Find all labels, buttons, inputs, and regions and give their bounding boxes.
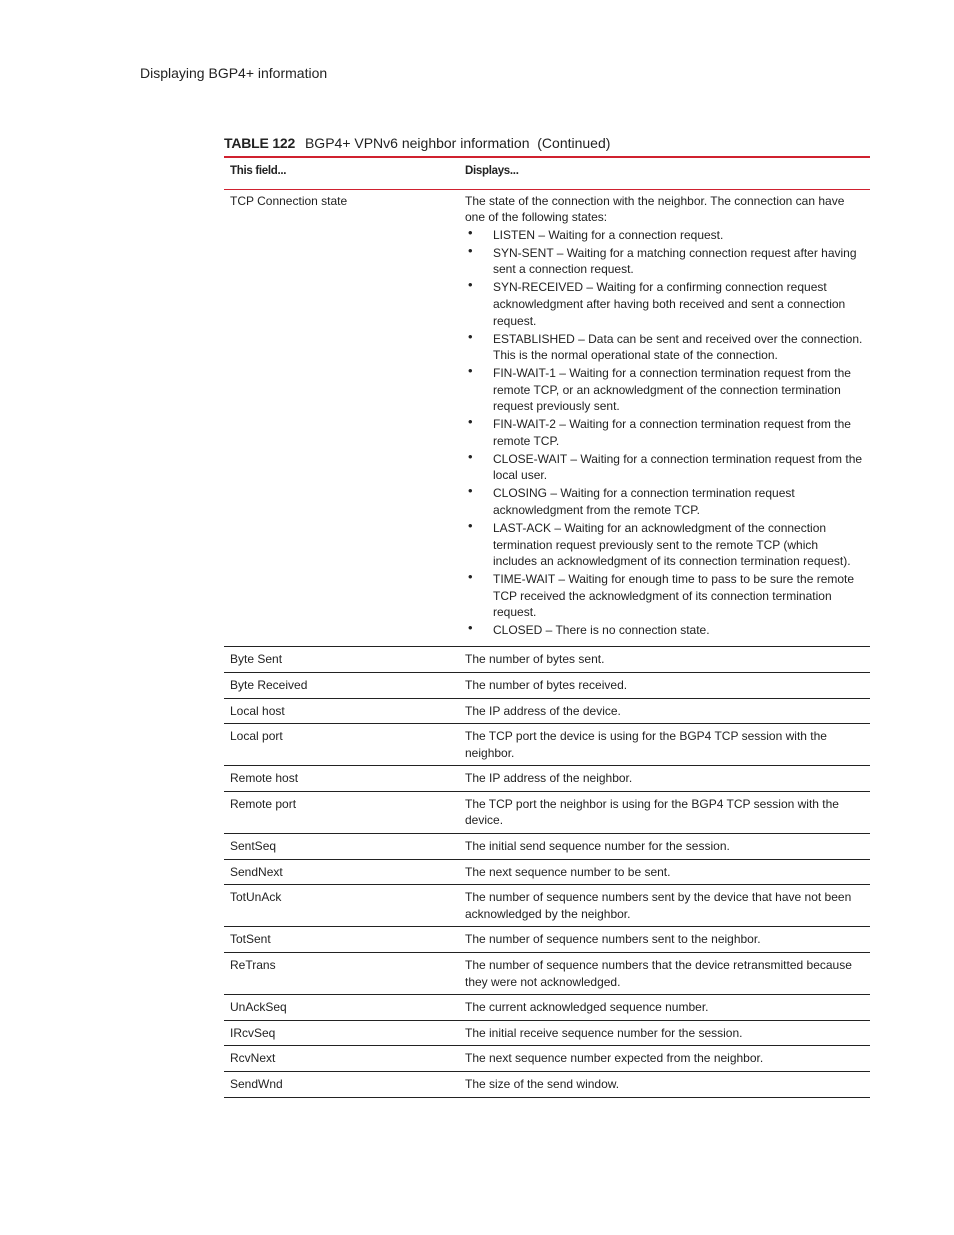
neighbor-info-table-container	[224, 156, 870, 1098]
bullet-icon: •	[468, 224, 473, 240]
field-cell: ReTrans	[224, 953, 459, 995]
field-cell: Remote port	[224, 791, 459, 833]
tcp-state-text: ESTABLISHED – Data can be sent and received over the connection. This is the normal operational state of the connection.	[493, 331, 863, 363]
bullet-icon: •	[468, 620, 473, 636]
table-row	[224, 724, 870, 766]
neighbor-info-table	[224, 158, 870, 1098]
display-cell: The next sequence number to be sent.	[459, 859, 870, 885]
field-cell: Byte Sent	[224, 647, 459, 673]
table-row	[224, 766, 870, 792]
tcp-state-item	[465, 328, 864, 364]
bullet-icon: •	[468, 277, 473, 293]
tcp-state-item	[465, 416, 864, 449]
tcp-state-item	[465, 622, 864, 639]
table-row	[224, 189, 870, 647]
display-cell: The number of bytes sent.	[459, 647, 870, 673]
field-cell: Local host	[224, 698, 459, 724]
field-cell: Local port	[224, 724, 459, 766]
tcp-state-item	[465, 279, 864, 329]
table-row	[224, 1020, 870, 1046]
tcp-state-item	[465, 485, 864, 518]
table-row	[224, 834, 870, 860]
tcp-state-text: LAST-ACK – Waiting for an acknowledgment of the connection termination request previously sent to the remote TCP (which includes an acknowledgment of its connection termination request).	[493, 521, 851, 569]
display-cell: The number of sequence numbers sent to the neighbor.	[459, 927, 870, 953]
bullet-icon: •	[468, 242, 473, 258]
display-cell: The current acknowledged sequence number.	[459, 995, 870, 1021]
field-cell: UnAckSeq	[224, 995, 459, 1021]
tcp-state-text: FIN-WAIT-1 – Waiting for a connection termination request from the remote TCP, or an acknowledgment of the connection termination request previously sent.	[493, 366, 851, 414]
field-cell: SendNext	[224, 859, 459, 885]
tcp-state-text: LISTEN – Waiting for a connection request.	[493, 227, 724, 242]
running-header: Displaying BGP4+ information	[140, 65, 328, 81]
table-row	[224, 1072, 870, 1098]
field-cell: SendWnd	[224, 1072, 459, 1098]
tcp-state-text: TIME-WAIT – Waiting for enough time to pass to be sure the remote TCP received the acknowledgment of its connection termination request.	[493, 572, 855, 620]
field-cell: TotSent	[224, 927, 459, 953]
display-cell	[459, 189, 870, 647]
bullet-icon: •	[468, 518, 473, 533]
table-row	[224, 647, 870, 673]
table-row	[224, 995, 870, 1021]
display-cell: The TCP port the device is using for the BGP4 TCP session with the neighbor.	[459, 724, 870, 766]
table-row	[224, 698, 870, 724]
table-row	[224, 953, 870, 995]
table-row	[224, 1046, 870, 1072]
field-cell: TotUnAck	[224, 885, 459, 927]
table-row	[224, 672, 870, 698]
field-cell: IRcvSeq	[224, 1020, 459, 1046]
display-cell: The IP address of the neighbor.	[459, 766, 870, 792]
table-row	[224, 791, 870, 833]
field-cell: TCP Connection state	[224, 189, 459, 647]
table-row	[224, 885, 870, 927]
bullet-icon: •	[468, 569, 473, 585]
display-cell: The next sequence number expected from the neighbor.	[459, 1046, 870, 1072]
field-cell: SentSeq	[224, 834, 459, 860]
bullet-icon: •	[468, 414, 473, 430]
bullet-icon: •	[468, 328, 473, 344]
tcp-state-item	[465, 224, 864, 244]
tcp-state-item	[465, 242, 864, 278]
tcp-state-item	[465, 448, 864, 484]
field-cell: RcvNext	[224, 1046, 459, 1072]
display-cell: The number of bytes received.	[459, 672, 870, 698]
column-header-field: This field...	[224, 158, 459, 189]
table-header-row	[224, 158, 870, 189]
tcp-state-text: CLOSING – Waiting for a connection termination request acknowledgment from the remote TCP.	[493, 486, 795, 518]
table-row	[224, 927, 870, 953]
table-title: BGP4+ VPNv6 neighbor information (Continued)	[304, 135, 611, 151]
display-cell: The initial send sequence number for the session.	[459, 834, 870, 860]
tcp-state-text: SYN-SENT – Waiting for a matching connection request after having sent a connection request.	[493, 245, 857, 277]
tcp-state-list	[465, 224, 864, 639]
tcp-state-text: CLOSED – There is no connection state.	[493, 623, 710, 638]
tcp-state-item	[465, 365, 864, 415]
bullet-icon: •	[468, 448, 473, 464]
tcp-state-text: SYN-RECEIVED – Waiting for a confirming connection request acknowledgment after having both received and sent a connection request.	[493, 280, 846, 328]
tcp-state-text: FIN-WAIT-2 – Waiting for a connection termination request from the remote TCP.	[493, 417, 851, 448]
tcp-state-intro: The state of the connection with the neighbor. The connection can have one of the following states:	[465, 193, 845, 225]
display-cell: The number of sequence numbers that the device retransmitted because they were not acknowledged.	[459, 953, 870, 995]
tcp-state-item	[465, 571, 864, 621]
field-cell: Remote host	[224, 766, 459, 792]
display-cell: The number of sequence numbers sent by the device that have not been acknowledged by the neighbor.	[459, 885, 870, 927]
field-cell: Byte Received	[224, 672, 459, 698]
table-number: TABLE 122	[224, 135, 296, 151]
table-row	[224, 859, 870, 885]
column-header-displays: Displays...	[459, 158, 870, 189]
display-cell: The size of the send window.	[459, 1072, 870, 1098]
display-cell: The IP address of the device.	[459, 698, 870, 724]
display-cell: The TCP port the neighbor is using for the BGP4 TCP session with the device.	[459, 791, 870, 833]
bullet-icon: •	[468, 483, 473, 499]
table-caption	[224, 135, 610, 151]
tcp-state-text: CLOSE-WAIT – Waiting for a connection termination request from the local user.	[493, 451, 863, 483]
bullet-icon: •	[468, 363, 473, 379]
display-cell: The initial receive sequence number for the session.	[459, 1020, 870, 1046]
tcp-state-item	[465, 520, 864, 570]
